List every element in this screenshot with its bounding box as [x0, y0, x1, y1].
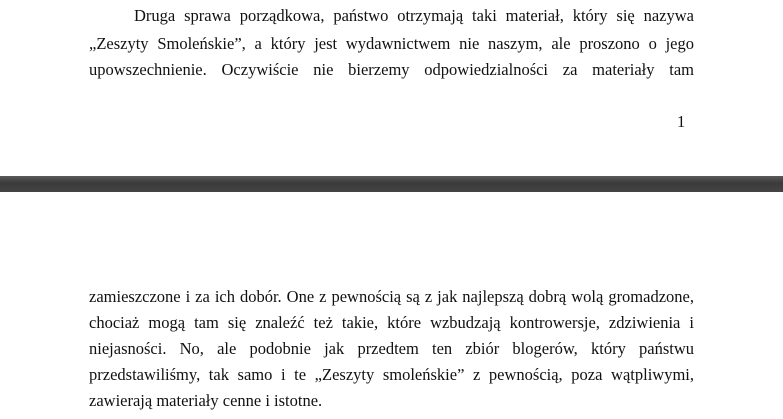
paragraph-line: Druga sprawa porządkowa, państwo otrzymają taki materiał, który się nazywa [134, 6, 694, 25]
document-page-2 [0, 192, 783, 419]
paragraph-line: zamieszczone i za ich dobór. One z pewnością są z jak najlepszą dobrą wolą gromadzone, [89, 287, 694, 306]
paragraph-line: niejasności. No, ale podobnie jak przedtem ten zbiór blogerów, który państwu [89, 339, 694, 358]
page-number: 1 [677, 112, 686, 131]
paragraph-line: przedstawiliśmy, tak samo i te „Zeszyty smoleńskie” z pewnością, poza wątpliwymi, [89, 365, 694, 384]
paragraph-line: chociaż mogą tam się znaleźć też takie, które wzbudzają kontrowersje, zdziwienia i [89, 313, 694, 332]
page-separator [0, 176, 783, 192]
paragraph-line: upowszechnienie. Oczywiście nie bierzemy odpowiedzialności za materiały tam [89, 60, 694, 79]
paragraph-line: „Zeszyty Smoleńskie”, a który jest wydawnictwem nie naszym, ale proszono o jego [89, 34, 694, 53]
paragraph-line: zawierają materiały cenne i istotne. [89, 391, 323, 410]
document-page-1 [0, 0, 783, 176]
